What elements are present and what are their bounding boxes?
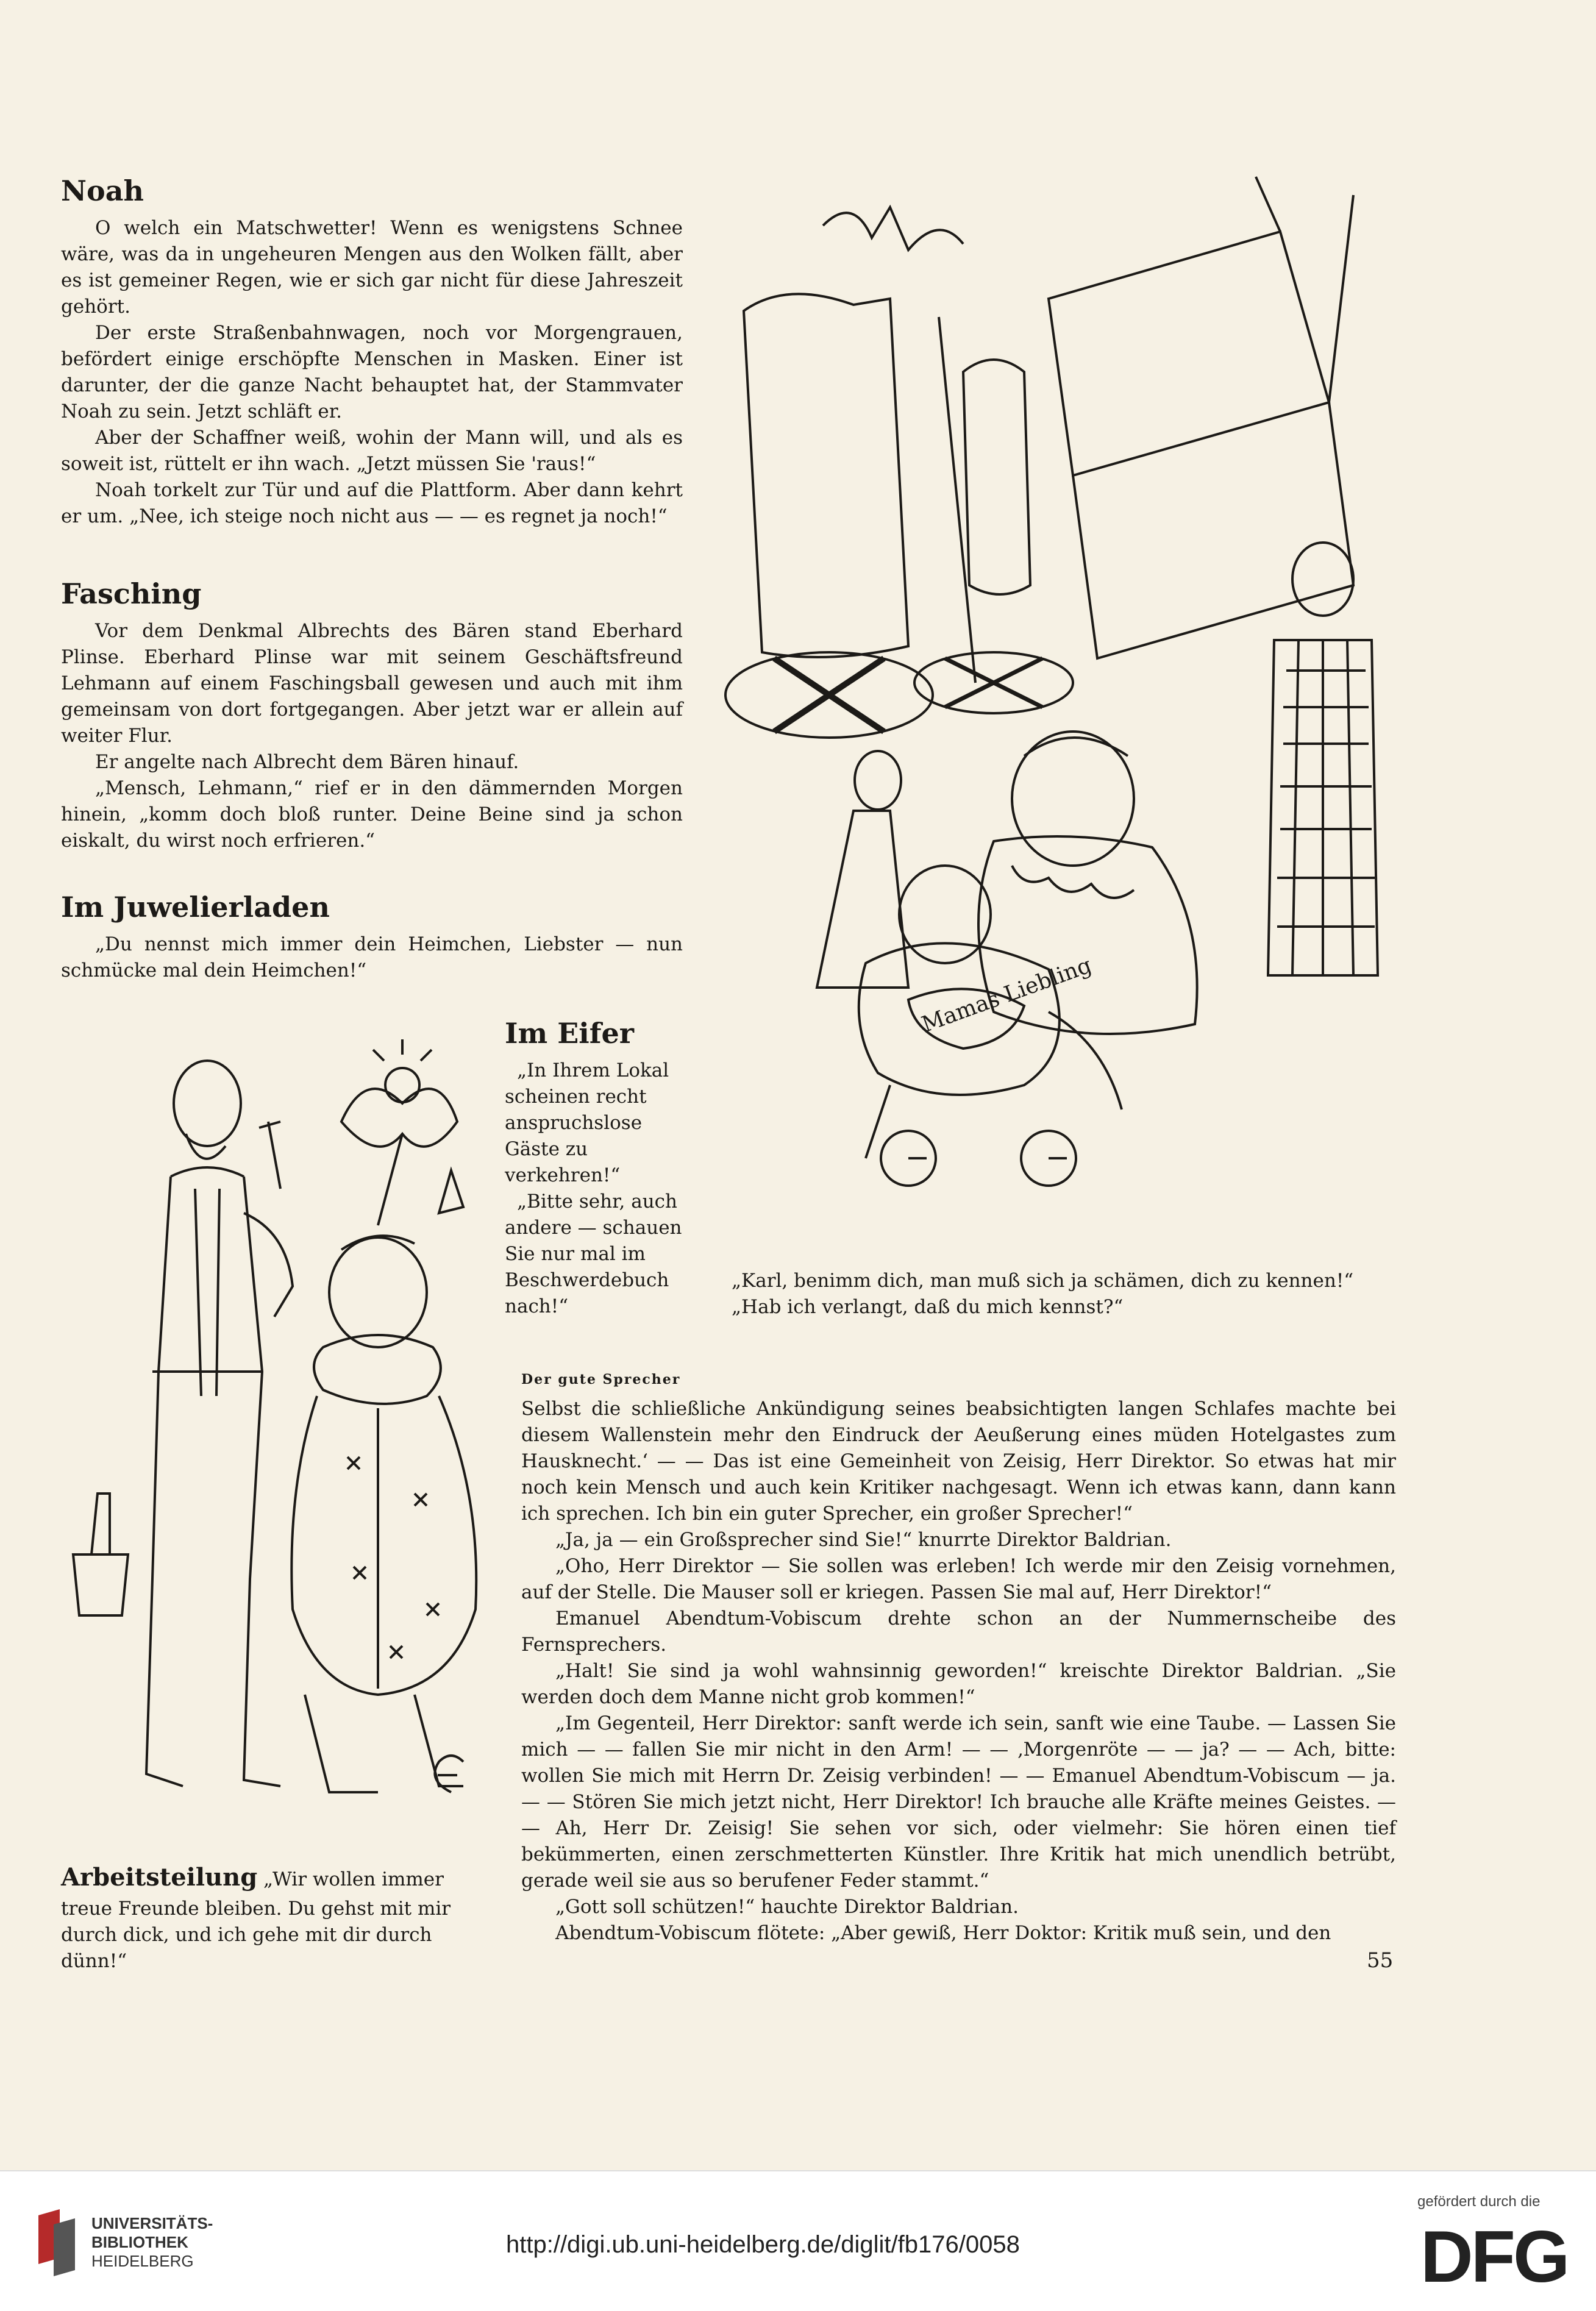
- library-line: HEIDELBERG: [91, 2252, 194, 2270]
- caption-right: [732, 1268, 1402, 1320]
- section-fasching: [61, 575, 683, 854]
- caption-line-1: „Karl, benimm dich, man muß sich ja schämen, dich zu kennen!“: [732, 1270, 1354, 1292]
- juwelier-text: „Du nennst mich immer dein Heimchen, Liebster — nun schmücke mal dein Heimchen!“: [61, 933, 683, 981]
- arbeitsteilung-paragraph: [61, 1859, 494, 1974]
- arbeitsteilung-text: „Wir wollen immer treue Freunde bleiben. Du gehst mit mir durch dick, und ich gehe mit dir durch dünn!“: [61, 1868, 451, 1972]
- section-der-gute-sprecher: [521, 1372, 1396, 1946]
- eifer-paragraph: „Bitte sehr, auch andere — schauen Sie nur mal im Beschwerdebuch nach!“: [505, 1191, 682, 1317]
- section-juwelierladen: [61, 889, 683, 984]
- heading-im-eifer: Im Eifer: [505, 1017, 635, 1050]
- source-url-link[interactable]: http://digi.ub.uni-heidelberg.de/diglit/fb176/0058: [506, 2231, 1020, 2258]
- sprecher-paragraph: Abendtum-Vobiscum flötete: „Aber gewiß, Herr Doktor: Kritik muß sein, und den: [555, 1922, 1331, 1944]
- section-noah: [61, 173, 683, 530]
- fasching-paragraph: Vor dem Denkmal Albrechts des Bären stand Eberhard Plinse. Eberhard Plinse war mit seinem Geschäftsfreund Lehmann auf einem Faschingsball gewesen und auch mit ihm gemeinsam von dort fortgegangen. Aber jetzt war er allein auf weiter Flur.: [61, 620, 683, 747]
- section-arbeitsteilung: [61, 1859, 494, 1974]
- fasching-paragraph: „Mensch, Lehmann,“ rief er in den dämmernden Morgen hinein, „komm doch bloß runter. Deine Beine sind ja schon eiskalt, du wirst noch erfrieren.“: [61, 777, 683, 852]
- sprecher-paragraph: „Gott soll schützen!“ hauchte Direktor Baldrian.: [555, 1896, 1019, 1918]
- sprecher-paragraph: „Oho, Herr Direktor — Sie sollen was erleben! Ich werde mir den Zeisig vornehmen, auf der Stelle. Die Mauser soll er kriegen. Passen Sie mal auf, Herr Direktor!“: [521, 1555, 1396, 1603]
- heading-juwelierladen: Im Juwelierladen: [61, 891, 330, 924]
- noah-paragraph: Noah torkelt zur Tür und auf die Plattform. Aber dann kehrt er um. „Nee, ich steige noch nicht aus — — es regnet ja noch!“: [61, 479, 683, 527]
- heading-fasching: Fasching: [61, 577, 202, 610]
- dfg-logo: DFG: [1420, 2216, 1568, 2298]
- library-line: UNIVERSITÄTS-: [91, 2214, 213, 2232]
- heading-der-gute-sprecher: Der gute Sprecher: [521, 1372, 681, 1387]
- library-line: BIBLIOTHEK: [91, 2233, 188, 2251]
- page-number: 55: [1367, 1948, 1394, 1973]
- sprecher-paragraph: „Im Gegenteil, Herr Direktor: sanft werde ich sein, sanft wie eine Taube. — Lassen Sie mich — — fallen Sie mir nicht in den Arm! — — ‚Morgenröte — — ja? — — Ach, bitte: wollen Sie mich mit Herrn Dr. Zeisig verbinden! — — Emanuel Abendtum-Vobiscum — ja. — — Stören Sie mich jetzt nicht, Herr Direktor! Ich brauche alle Kräfte meines Geistes. — — Ah, Herr Dr. Zeisig! Sie sehen vor sich, oder vielmehr: Sie hören einen tief bekümmerten, einen zerschmetterten Künstler. Ihre Kritik hat mich unendlich betrübt, gerade weil sie aus so berufener Feder stammt.“: [521, 1712, 1396, 1892]
- noah-paragraph: Aber der Schaffner weiß, wohin der Mann will, und als es soweit ist, rüttelt er ihn wach. „Jetzt müssen Sie 'raus!“: [61, 427, 683, 475]
- sprecher-paragraph: „Ja, ja — ein Großsprecher sind Sie!“ knurrte Direktor Baldrian.: [555, 1529, 1172, 1551]
- caption-line-2: „Hab ich verlangt, daß du mich kennst?“: [732, 1296, 1124, 1318]
- noah-paragraph: O welch ein Matschwetter! Wenn es wenigstens Schnee wäre, was da in ungeheuren Mengen aus den Wolken fällt, aber es ist gemeiner Regen, wie er sich gar nicht für diese Jahreszeit gehört.: [61, 217, 683, 318]
- sprecher-paragraph: Emanuel Abendtum-Vobiscum drehte schon an der Nummernscheibe des Fernsprechers.: [521, 1608, 1396, 1656]
- sprecher-paragraph: Selbst die schließliche Ankündigung seines beabsichtigten langen Schlafes machte bei diesem Wallenstein mehr den Eindruck der Aeußerung eines müden Hotelgastes zum Hausknecht.‘ — — Das ist eine Gemeinheit von Zeisig, Herr Direktor. So etwas hat mir noch kein Mensch und auch kein Kritiker nachgesagt. Wenn ich etwas kann, dann kann ich sprechen. Ich bin ein guter Sprecher, ein großer Sprecher!“: [521, 1398, 1396, 1525]
- pram-label: Mamas Liebling: [918, 953, 1095, 1038]
- funded-by-label: gefördert durch die: [1417, 2193, 1541, 2210]
- illustration-two-men: [61, 1030, 500, 1847]
- sprecher-paragraph: „Halt! Sie sind ja wohl wahnsinnig geworden!“ kreischte Direktor Baldrian. „Sie werden doch dem Manne nicht grob kommen!“: [521, 1660, 1396, 1708]
- university-library-logo-icon: [35, 2209, 78, 2276]
- fasching-paragraph: Er angelte nach Albrecht dem Bären hinauf.: [95, 751, 519, 773]
- illustration-mamas-liebling: [707, 158, 1396, 1231]
- heading-arbeitsteilung: Arbeitsteilung: [61, 1863, 258, 1892]
- section-im-eifer: [505, 1015, 688, 1320]
- heading-noah: Noah: [61, 174, 144, 207]
- noah-paragraph: Der erste Straßenbahnwagen, noch vor Morgengrauen, befördert einige erschöpfte Menschen in Masken. Einer ist darunter, der die ganze Nacht behauptet hat, der Stammvater Noah zu sein. Jetzt schläft er.: [61, 322, 683, 422]
- footer-bar: [0, 2170, 1596, 2311]
- library-name: [91, 2214, 213, 2271]
- eifer-paragraph: „In Ihrem Lokal scheinen recht anspruchslose Gäste zu verkehren!“: [505, 1059, 669, 1186]
